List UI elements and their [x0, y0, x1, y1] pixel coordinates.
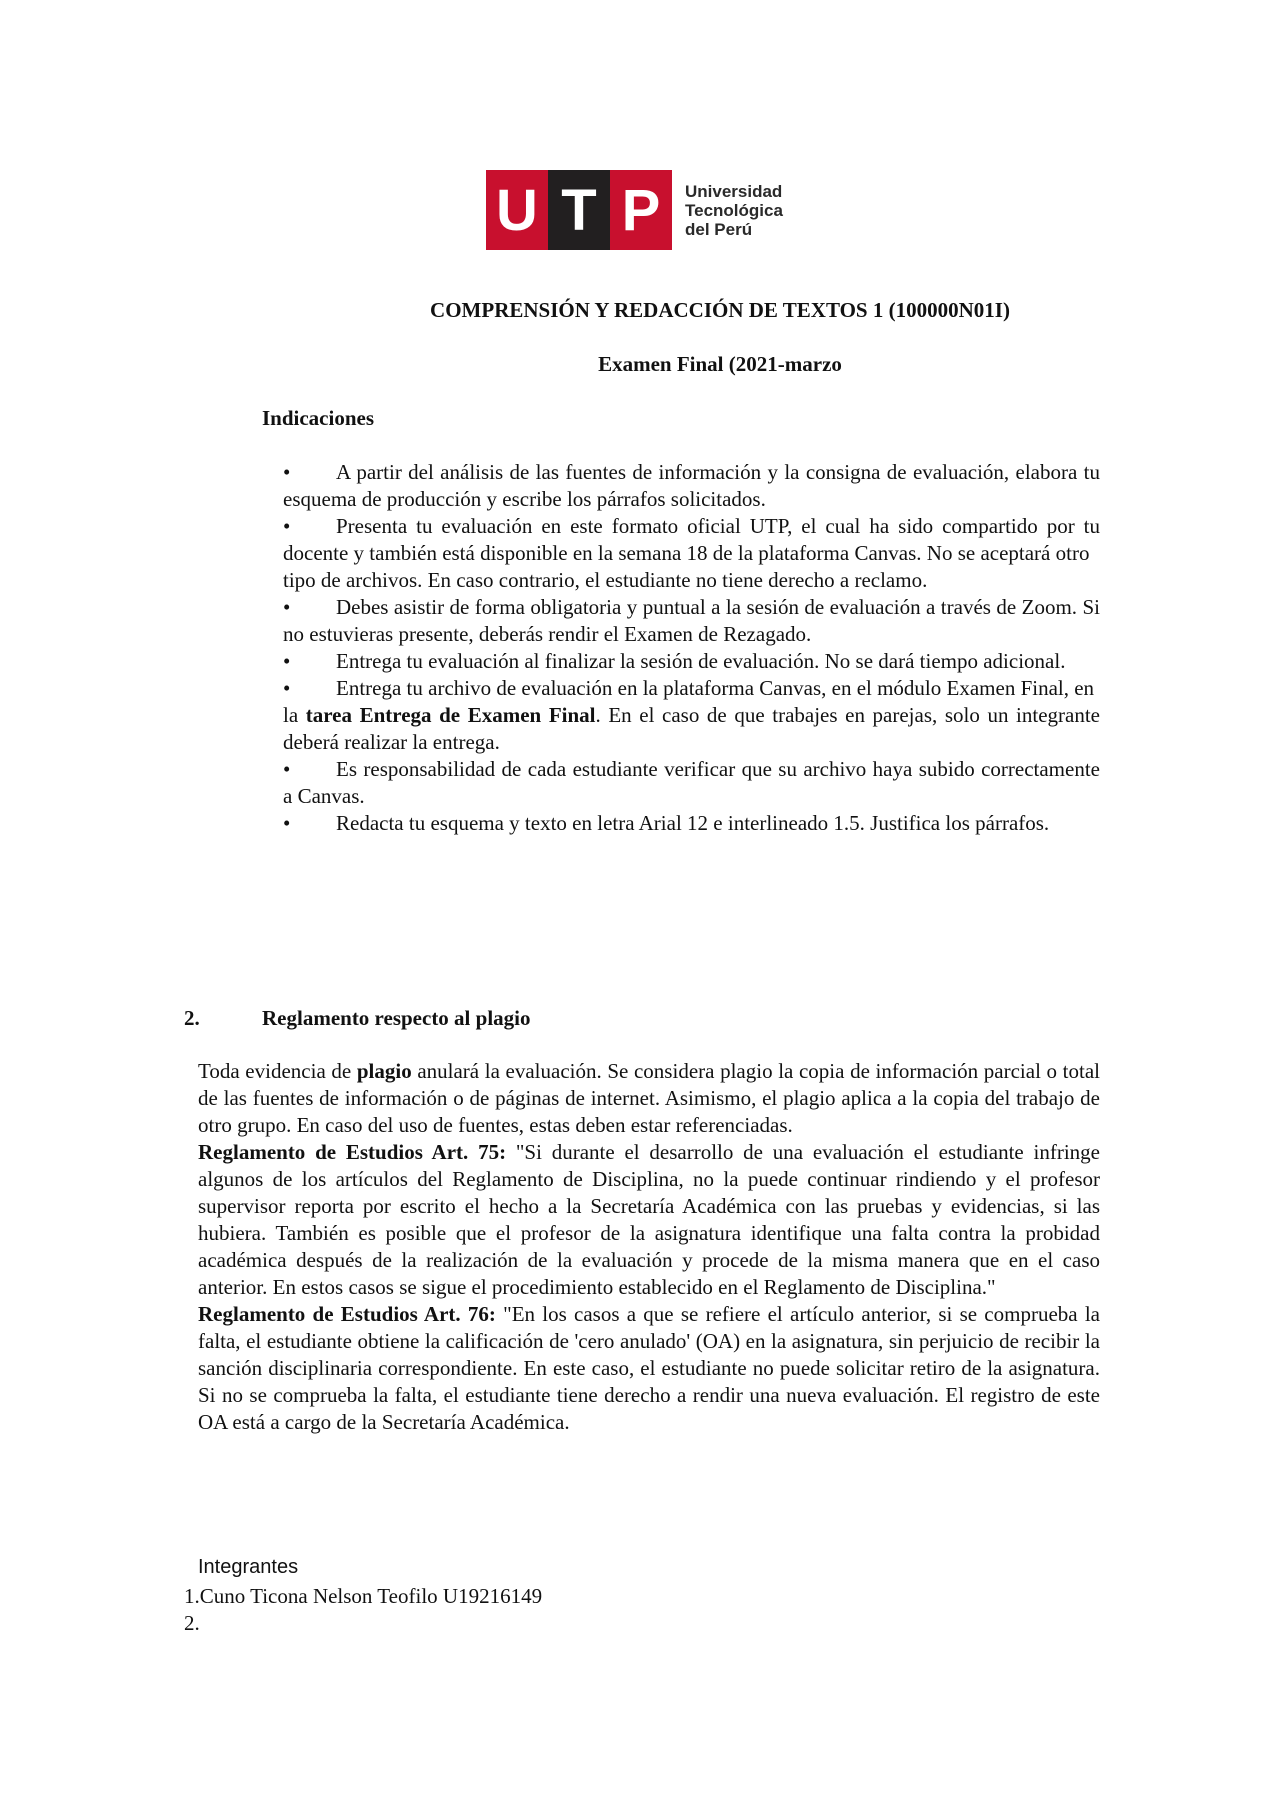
bullet-icon: •: [283, 460, 291, 484]
list-item-continuation: la tarea Entrega de Examen Final. En el caso de que trabajes en parejas, solo un integrante deberá realizar la entrega.: [283, 703, 1101, 754]
logo-text-line: del Perú: [685, 219, 753, 239]
indicaciones-list: [283, 459, 1100, 837]
list-item: • Entrega tu archivo de evaluación en la plataforma Canvas, en el módulo Examen Final, en: [283, 676, 1095, 700]
member-item: 2.: [184, 1611, 200, 1635]
logo-wordmark: [685, 182, 783, 239]
list-item-continuation: tipo de archivos. En caso contrario, el estudiante no tiene derecho a reclamo.: [283, 568, 928, 592]
task-name: tarea Entrega de Examen Final: [305, 703, 596, 727]
indicaciones-heading: Indicaciones: [262, 406, 375, 430]
logo-text-line: Tecnológica: [685, 200, 783, 220]
logo-letter-p: P: [610, 170, 672, 250]
section-number: 2.: [184, 1006, 200, 1030]
list-item: • Presenta tu evaluación en este formato oficial UTP, el cual ha sido compartido por tu docente y también está disponible en la semana 18 de la plataforma Canvas. No se aceptará otro: [283, 514, 1100, 565]
list-item: • A partir del análisis de las fuentes de información y la consigna de evaluación, elabora tu esquema de producción y escribe los párrafos solicitados.: [283, 460, 1100, 511]
article-76: Reglamento de Estudios Art. 76: "En los casos a que se refiere el artículo anterior, si se comprueba la falta, el estudiante obtiene la calificación de 'cero anulado' (OA) en la asignatura, sin perjuicio de recibir la sanción disciplinaria correspondiente. En este caso, el estudiante no puede solicitar retiro de la asignatura. Si no se comprueba la falta, el estudiante tiene derecho a rendir una nueva evaluación. El registro de este OA está a cargo de la Secretaría Académica.: [198, 1302, 1100, 1434]
logo-letter-t: T: [548, 170, 610, 250]
members-list: [184, 1583, 542, 1637]
bullet-icon: •: [283, 676, 291, 700]
bullet-icon: •: [283, 595, 291, 619]
bullet-icon: •: [283, 757, 291, 781]
logo-text-line: Universidad: [685, 181, 783, 201]
logo-letter-u: U: [486, 170, 548, 250]
integrantes-label: Integrantes: [198, 1556, 299, 1578]
plagio-body: [198, 1058, 1100, 1436]
article-75: Reglamento de Estudios Art. 75: "Si durante el desarrollo de una evaluación el estudiante infringe algunos de los artículos del Reglamento de Disciplina, no la puede continuar rindiendo y el profesor supervisor reporta por escrito el hecho a la Secretaría Académica con las pruebas y evidencias, si las hubiera. También es posible que el profesor de la asignatura identifique una falta contra la probidad académica después de la realización de la evaluación y procede de la misma manera que en el caso anterior. En estos casos se sigue el procedimiento establecido en el Reglamento de Disciplina.": [198, 1140, 1100, 1299]
plagio-intro: Toda evidencia de plagio anulará la evaluación. Se considera plagio la copia de información parcial o total de las fuentes de información o de páginas de internet. Asimismo, el plagio aplica a la copia del trabajo de otro grupo. En caso del uso de fuentes, estas deben estar referenciadas.: [198, 1059, 1100, 1137]
utp-logo: [486, 170, 783, 250]
bullet-icon: •: [283, 811, 291, 835]
list-item: • Debes asistir de forma obligatoria y puntual a la sesión de evaluación a través de Zoom. Si no estuvieras presente, deberás rendir el Examen de Rezagado.: [283, 595, 1100, 646]
list-item: • Redacta tu esquema y texto en letra Arial 12 e interlineado 1.5. Justifica los párrafos.: [283, 811, 1050, 835]
list-item: • Entrega tu evaluación al finalizar la sesión de evaluación. No se dará tiempo adicional.: [283, 649, 1066, 673]
plagio-heading: Reglamento respecto al plagio: [262, 1006, 531, 1030]
bullet-icon: •: [283, 649, 291, 673]
member-item: 1.Cuno Ticona Nelson Teofilo U19216149: [184, 1584, 543, 1608]
course-title: COMPRENSIÓN Y REDACCIÓN DE TEXTOS 1 (100000N01I): [430, 298, 1010, 322]
list-item: • Es responsabilidad de cada estudiante verificar que su archivo haya subido correctamente a Canvas.: [283, 757, 1100, 808]
exam-title: Examen Final (2021-marzo: [598, 352, 842, 376]
bullet-icon: •: [283, 514, 291, 538]
